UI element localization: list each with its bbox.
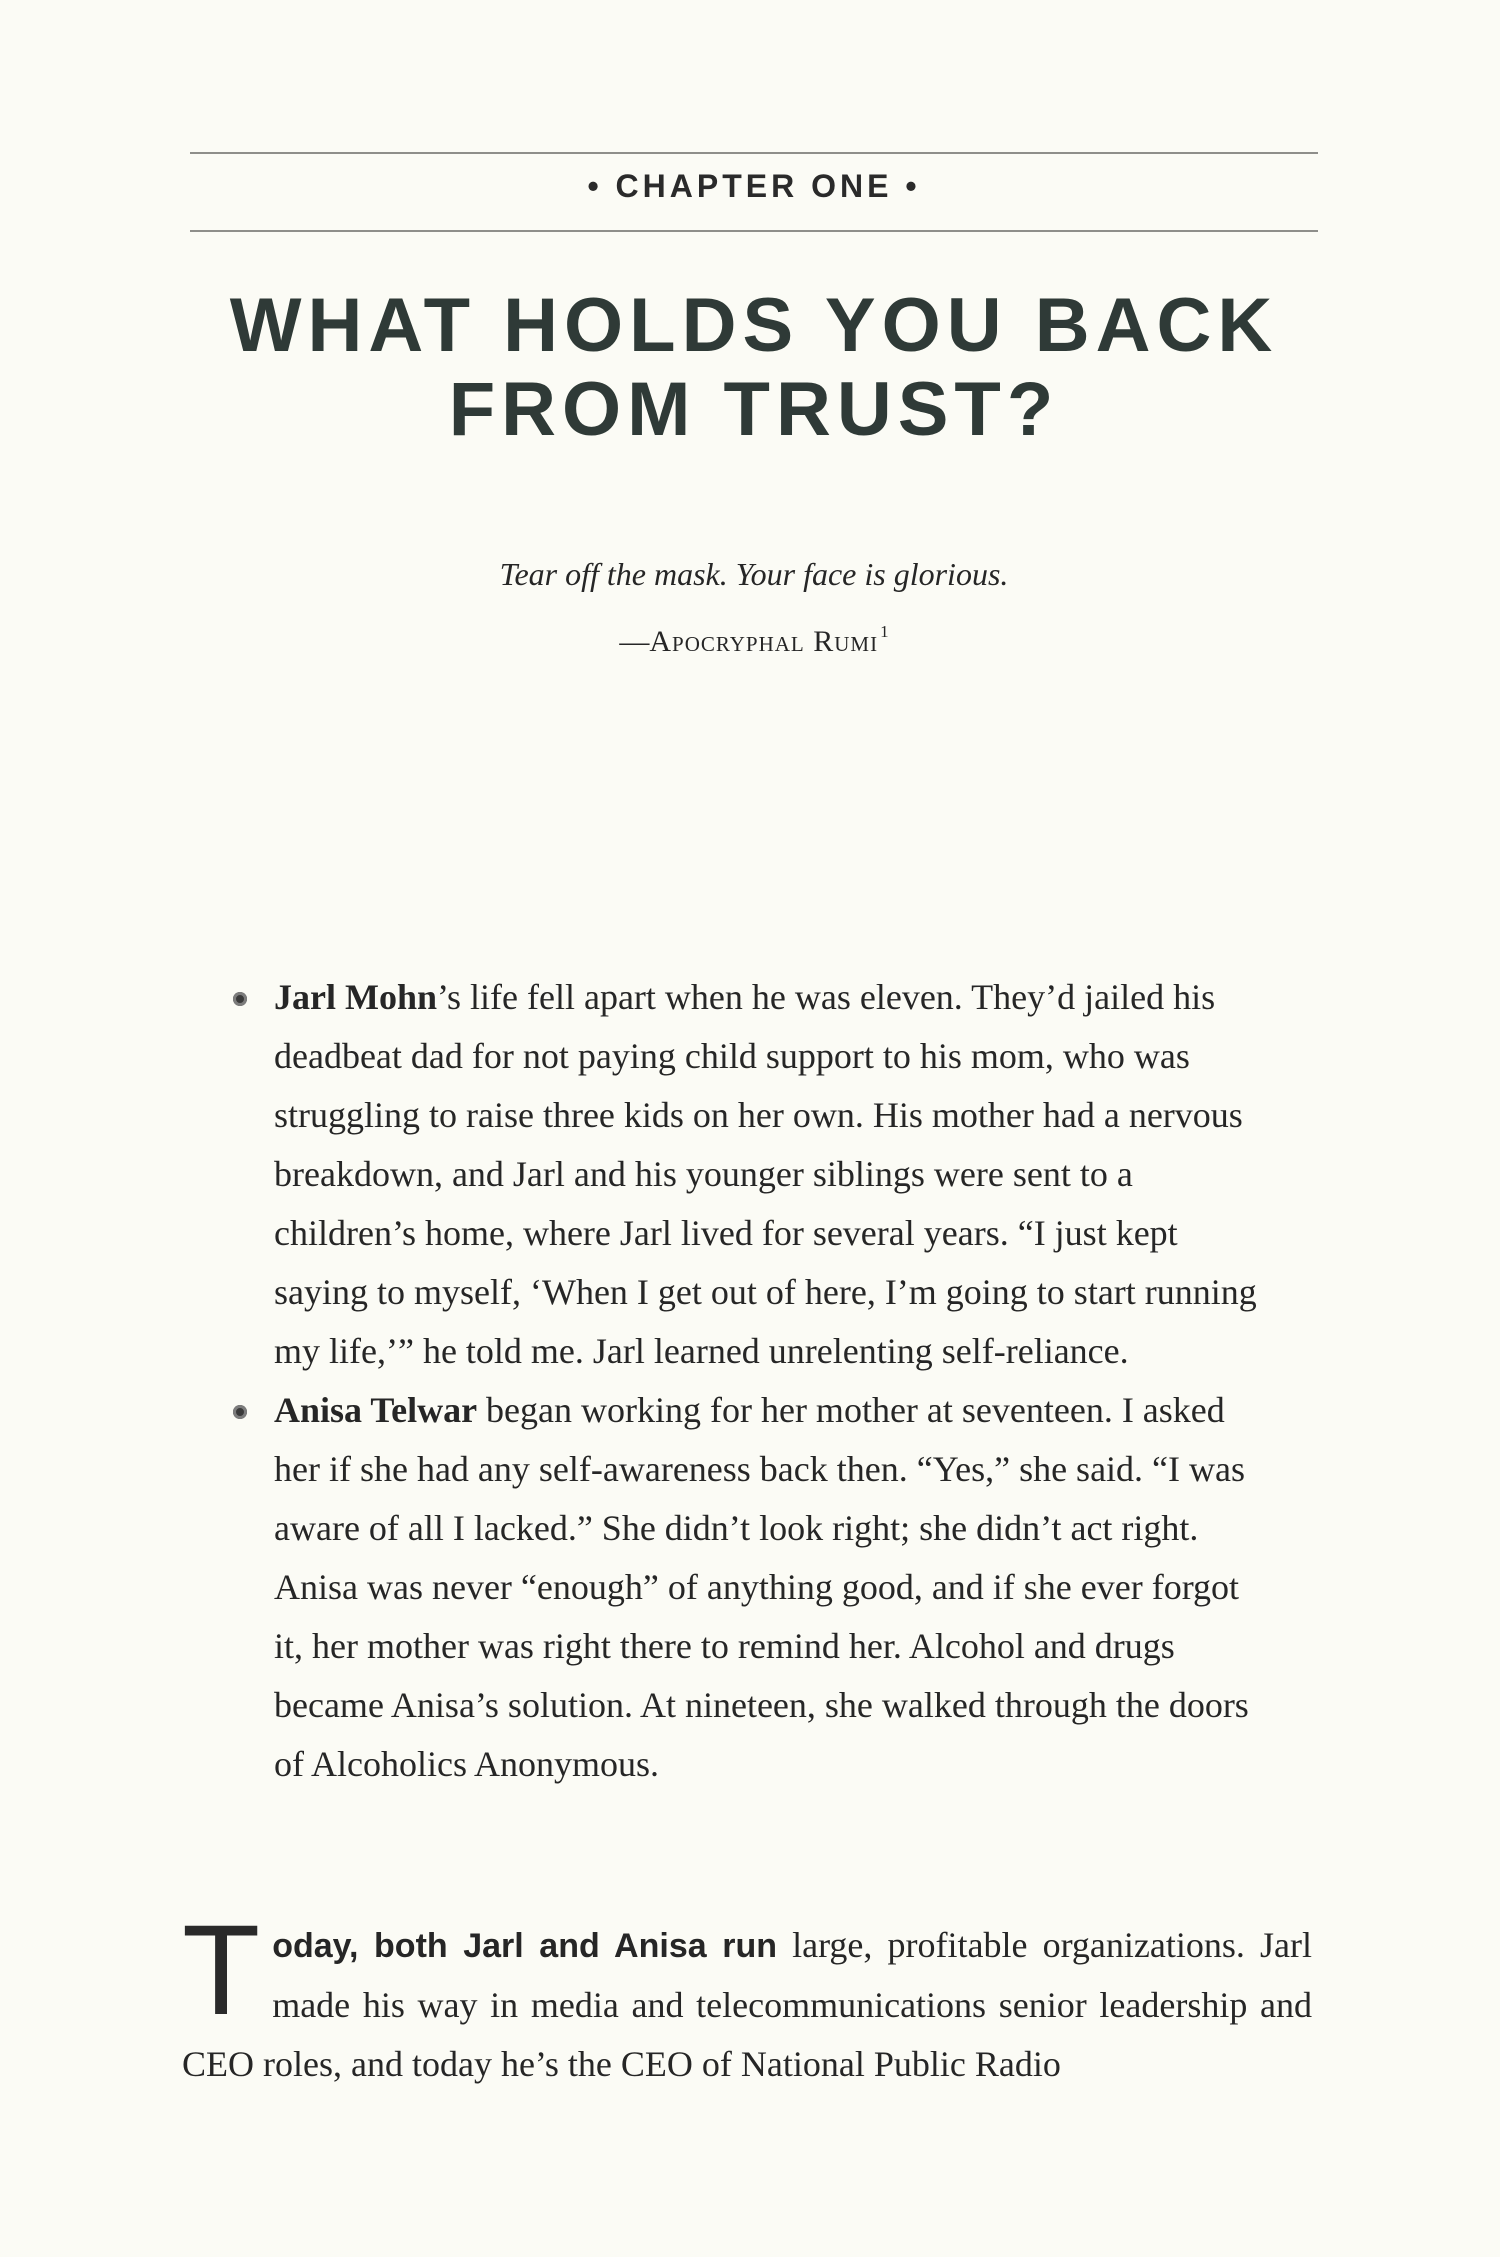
bullet-dot-icon bbox=[233, 1405, 247, 1419]
chapter-title bbox=[150, 284, 1358, 452]
footnote-marker: 1 bbox=[880, 622, 889, 641]
profile-bullet-list bbox=[226, 968, 1272, 1794]
chapter-label: • CHAPTER ONE • bbox=[587, 168, 921, 204]
bullet-item-anisa bbox=[226, 1381, 1272, 1794]
chapter-title-line-2: FROM TRUST? bbox=[448, 367, 1060, 452]
attribution-dash: — bbox=[619, 625, 650, 658]
bullet-dot-icon bbox=[233, 992, 247, 1006]
top-rule bbox=[190, 152, 1318, 154]
bullet-text-anisa: began working for her mother at seventeen. I asked her if she had any self-awareness back then. “Yes,” she said. “I was aware of all I lacked.” She didn’t look right; she didn’t act right. Anisa was never “enough” of anything good, and if she ever forgot it, her mother was right there to remind her. Alcohol and drugs became Anisa’s solution. At nineteen, she walked through the doors of Alcoholics Anonymous. bbox=[274, 1390, 1249, 1784]
bullet-name-anisa: Anisa Telwar bbox=[274, 1390, 478, 1430]
epigraph-quote: Tear off the mask. Your face is glorious. bbox=[499, 556, 1009, 592]
chapter-title-line-1: WHAT HOLDS YOU BACK bbox=[229, 283, 1279, 368]
drop-cap: T bbox=[182, 1899, 261, 2042]
body-paragraph bbox=[182, 1899, 1312, 2094]
bullet-name-jarl: Jarl Mohn bbox=[274, 977, 438, 1017]
bottom-rule bbox=[190, 230, 1318, 232]
lead-in: oday, both Jarl and Anisa run bbox=[272, 1927, 777, 1965]
attribution-author: Apocryphal Rumi bbox=[649, 625, 879, 658]
bullet-text-jarl: ’s life fell apart when he was eleven. They’d jailed his deadbeat dad for not paying child support to his mom, who was struggling to raise three kids on her own. His mother had a nervous breakdown, and Jarl and his younger siblings were sent to a children’s home, where Jarl lived for several years. “I just kept saying to myself, ‘When I get out of here, I’m going to start running my life,’” he told me. Jarl learned unrelenting self-reliance. bbox=[274, 977, 1257, 1371]
body-text: large, profitable organizations. Jarl made his way in media and telecommunications senior leadership and CEO roles, and today he’s the CEO of National Public Radio bbox=[182, 1925, 1312, 2084]
bullet-item-jarl bbox=[226, 968, 1272, 1381]
epigraph-attribution bbox=[190, 622, 1318, 659]
